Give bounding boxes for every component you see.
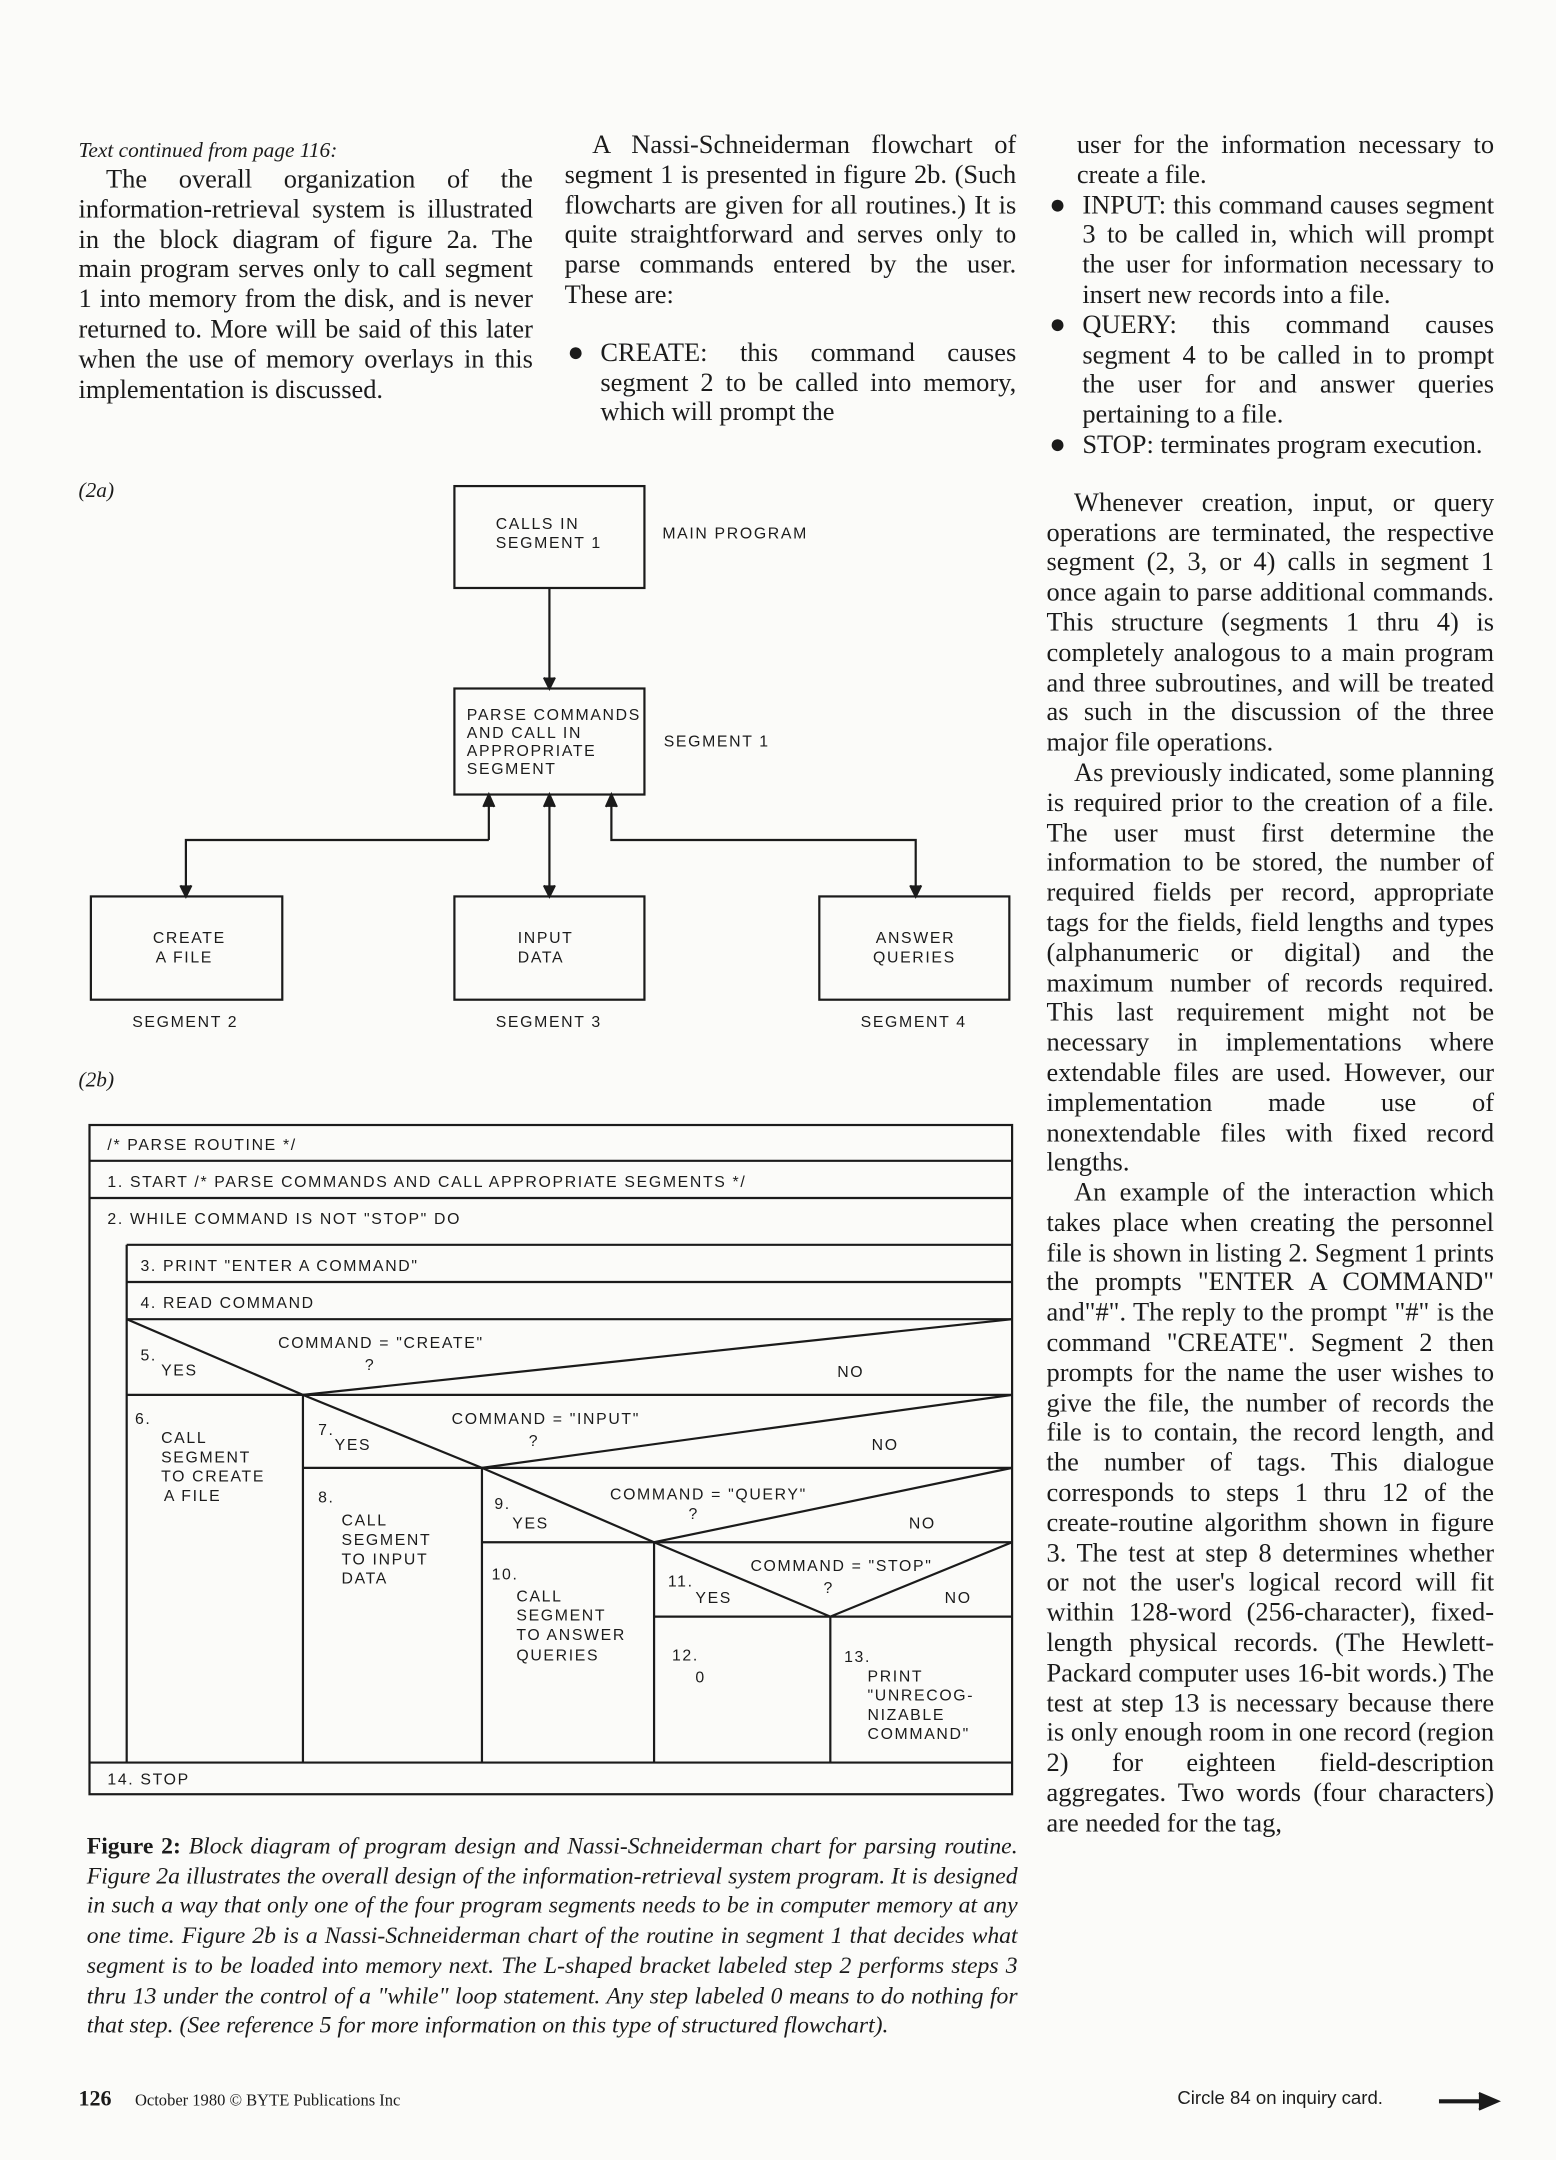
- publication-credit: October 1980 © BYTE Publications Inc: [134, 2090, 401, 2110]
- question-mark: ?: [364, 1357, 376, 1375]
- step-12-value: 0: [695, 1669, 706, 1687]
- segment-3-label: SEGMENT 3: [495, 1014, 602, 1032]
- bullet-icon: ●: [567, 337, 584, 368]
- input-box: [454, 896, 644, 999]
- chart-header: /* PARSE ROUTINE */: [107, 1136, 297, 1154]
- step-4: 4. READ COMMAND: [140, 1295, 315, 1313]
- box-text: QUERIES: [873, 949, 956, 967]
- inquiry-note: Circle 84 on inquiry card.: [1177, 2087, 1383, 2109]
- segment-4-label: SEGMENT 4: [860, 1014, 967, 1032]
- no-label: NO: [837, 1364, 865, 1381]
- paragraph: Whenever creation, input, or query operations are terminated, the respective segment (2, 3, or 4) calls in segment 1 once again to parse additional commands. This structure (segments 1 thru 4) is completely analogous to a main program and three subroutines, and will be treated as such in the discussion of the three major file operations.: [1046, 488, 1495, 758]
- step-8-number: 8.: [318, 1489, 335, 1507]
- question-mark: ?: [823, 1580, 834, 1598]
- connector: [186, 840, 489, 896]
- step-8-text: SEGMENT: [341, 1531, 432, 1549]
- yes-label: YES: [512, 1515, 549, 1533]
- step-8-text: TO INPUT: [341, 1551, 429, 1569]
- box-text: DATA: [517, 949, 565, 967]
- arrow-up-icon: [606, 795, 617, 807]
- arrow-up-icon: [483, 795, 494, 807]
- step-5-number: 5.: [140, 1347, 157, 1365]
- step-10-text: CALL: [516, 1588, 563, 1606]
- bullet-icon: ●: [1049, 309, 1066, 340]
- bullet-icon: ●: [1049, 189, 1066, 220]
- step-6-text: CALL: [161, 1430, 208, 1448]
- list-item: ● STOP: terminates program execution.: [1049, 429, 1483, 460]
- list-item: ● CREATE: this command causes segment 2 to be called into memory, which will prompt the: [567, 337, 1017, 428]
- caption-text: Block diagram of program design and Nassi-Schneiderman chart for parsing routine. Figure 2a illustrates the overall design of the information-retrieval system program. It is designed in such a way that only one of the four program segments needs to be in computer memory at any one time. Figure 2b is a Nassi-Schneiderman chart of the routine in segment 1 that decides what segment is to be loaded into memory next. The L-shaped bracket labeled step 2 performs steps 3 thru 13 under the control of a "while" loop statement. Any step labeled 0 means to do nothing for that step. (See reference 5 for more information on this type of structured flowchart).: [86, 1832, 1018, 2039]
- caption-label: Figure 2:: [86, 1832, 181, 1859]
- nassi-schneiderman-chart: [90, 1125, 1013, 1794]
- box-text: CALLS IN: [495, 515, 580, 533]
- step-13-number: 13.: [844, 1649, 872, 1667]
- box-text: SEGMENT 1: [495, 535, 602, 553]
- box-text: INPUT: [517, 930, 574, 948]
- step-8-text: CALL: [341, 1512, 388, 1530]
- step-13-text: PRINT: [867, 1668, 924, 1686]
- box-text: A FILE: [155, 949, 214, 967]
- paragraph: An example of the interaction which takes place when creating the personnel file is shown in listing 2. Segment 1 prints the prompts "ENTER A COMMAND" and"#". The reply to the prompt "#" is the command "CREATE". Segment 2 then prompts for the name the user wishes to give the file, the number of records the file is to contain, the record length, and the number of tags. This dialogue corresponds to steps 1 thru 12 of the create-routine algorithm shown in figure 3. The test at step 8 determines whether or not the user's logical record will fit within 128-word (256-character), fixed-length physical records. (The Hewlett-Packard computer uses 16-bit words.) The test at step 13 is necessary because there is only enough room in one record (region 2) for eighteen field-description aggregates. Two words (four characters) are needed for the tag,: [1046, 1178, 1495, 1839]
- yes-label: YES: [334, 1436, 372, 1454]
- segment-1-label: SEGMENT 1: [663, 733, 770, 751]
- step-10-text: TO ANSWER: [516, 1627, 626, 1645]
- box-text: ANSWER: [875, 930, 956, 948]
- step-11-condition: COMMAND = "STOP": [750, 1558, 933, 1576]
- step-14: 14. STOP: [107, 1771, 190, 1789]
- step-13-text: COMMAND": [867, 1726, 970, 1744]
- no-label: NO: [908, 1515, 936, 1533]
- step-7-condition: COMMAND = "INPUT": [451, 1410, 641, 1428]
- step-2: 2. WHILE COMMAND IS NOT "STOP" DO: [107, 1211, 462, 1229]
- arrow-down-icon: [910, 885, 921, 896]
- step-13-text: "UNRECOG-: [867, 1687, 975, 1705]
- step-6-text: SEGMENT: [161, 1449, 251, 1467]
- step-10-text: SEGMENT: [516, 1607, 607, 1625]
- step-12-number: 12.: [671, 1647, 699, 1665]
- step-3: 3. PRINT "ENTER A COMMAND": [140, 1257, 419, 1275]
- bullet-icon: ●: [1049, 429, 1066, 460]
- box-text: APPROPRIATE: [466, 742, 597, 760]
- step-6-number: 6.: [134, 1410, 152, 1428]
- box-text: PARSE COMMANDS: [466, 707, 641, 725]
- list-item: ● QUERY: this command causes segment 4 to be called in to prompt the user for and answer queries pertaining to a file.: [1049, 309, 1495, 430]
- box-text: AND CALL IN: [466, 725, 583, 743]
- page-number: 126: [78, 2087, 112, 2111]
- paragraph: The overall organization of the information-retrieval system is illustrated in the block diagram of figure 2a. The main program serves only to call segment 1 into memory from the disk, and is never returned to. More will be said of this later when the use of memory overlays in this implementation is discussed.: [78, 165, 533, 405]
- paragraph: As previously indicated, some planning is required prior to the creation of a file. The user must first determine the information to be stored, the number of required fields per record, appropriate tags for the fields, field lengths and types (alphanumeric or digital) and the maximum number of records required. This last requirement might not be necessary in implementations where extendable files are used. However, our implementation made use of nonextendable files with fixed record lengths.: [1046, 758, 1495, 1178]
- main-program-label: MAIN PROGRAM: [662, 525, 808, 543]
- paragraph: user for the information necessary to create a file.: [1076, 130, 1495, 190]
- connector: [611, 795, 915, 897]
- step-1: 1. START /* PARSE COMMANDS AND CALL APPROPRIATE SEGMENTS */: [107, 1173, 747, 1191]
- step-8-text: DATA: [341, 1570, 388, 1588]
- step-10-text: QUERIES: [516, 1647, 600, 1665]
- box-text: CREATE: [152, 930, 226, 948]
- yes-label: YES: [161, 1362, 198, 1380]
- question-mark: ?: [688, 1505, 699, 1523]
- step-7-number: 7.: [318, 1421, 335, 1439]
- box-text: SEGMENT: [466, 760, 557, 778]
- answer-box: [819, 896, 1009, 999]
- step-5-condition: COMMAND = "CREATE": [278, 1335, 484, 1353]
- arrow-down-icon: [180, 885, 191, 896]
- arrow-down-icon: [544, 677, 555, 688]
- no-label: NO: [944, 1589, 972, 1607]
- figure-caption: [87, 1831, 1018, 2040]
- list-item: ● INPUT: this command causes segment 3 to be called in, which will prompt the user for information necessary to insert new records into a file.: [1049, 189, 1495, 310]
- segment-2-label: SEGMENT 2: [132, 1014, 239, 1032]
- step-10-number: 10.: [491, 1566, 519, 1584]
- figure-2b-label: (2b): [78, 1068, 115, 1092]
- step-6-text: A FILE: [163, 1487, 222, 1505]
- no-label: NO: [871, 1436, 899, 1454]
- continued-note: Text continued from page 116:: [78, 139, 338, 163]
- step-6-text: TO CREATE: [161, 1468, 266, 1486]
- arrow-up-icon: [544, 795, 555, 807]
- step-9-number: 9.: [494, 1496, 511, 1514]
- step-13-text: NIZABLE: [867, 1706, 946, 1724]
- create-box: [91, 896, 282, 999]
- footer: [78, 2088, 400, 2113]
- block-diagram: [91, 486, 1009, 1031]
- figure-2a-label: (2a): [78, 479, 115, 503]
- paragraph: A Nassi-Schneiderman flowchart of segment 1 is presented in figure 2b. (Such flowcharts are given for all routines.) It is quite straightforward and serves only to parse commands entered by the user. These are:: [564, 130, 1017, 310]
- arrow-right-head-icon: [1479, 2093, 1498, 2110]
- arrow-down-icon: [544, 885, 555, 896]
- step-9-condition: COMMAND = "QUERY": [610, 1486, 807, 1504]
- yes-label: YES: [695, 1589, 733, 1607]
- question-mark: ?: [528, 1432, 540, 1450]
- step-11-number: 11.: [667, 1573, 694, 1591]
